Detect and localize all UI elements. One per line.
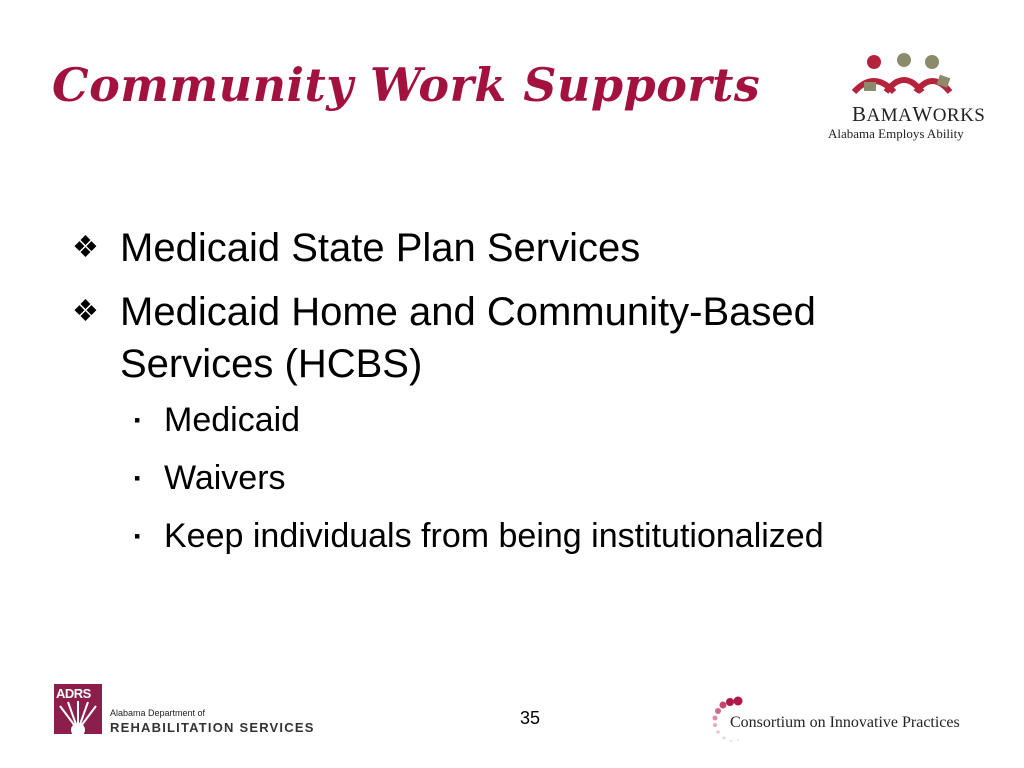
page-number: 35 <box>520 708 541 728</box>
sub-bullet-text: Waivers <box>164 459 286 497</box>
adrs-emblem: ADRS <box>54 684 102 734</box>
sub-bullet-item <box>134 458 972 498</box>
sunburst-icon <box>54 684 102 734</box>
adrs-agency: REHABILITATION SERVICES <box>110 720 315 735</box>
bamaworks-figures-icon <box>846 52 976 102</box>
consortium-name: Consortium on Innovative Practices <box>730 714 960 731</box>
sub-bullet-item <box>134 400 972 440</box>
bamaworks-logo <box>826 52 986 148</box>
diamond-bullet-icon: ❖ <box>72 231 99 264</box>
adrs-department: Alabama Department of <box>110 708 206 718</box>
square-bullet-icon: ▪ <box>134 410 141 430</box>
bullet-text: Medicaid Home and Community-Based Services (HCBS) <box>120 290 816 386</box>
slide-content <box>72 222 972 574</box>
sub-bullet-item <box>134 516 972 556</box>
bullet-item <box>72 286 972 390</box>
square-bullet-icon: ▪ <box>134 468 141 488</box>
bamaworks-tagline: Alabama Employs Ability <box>828 126 964 141</box>
sub-bullet-text: Medicaid <box>164 401 301 439</box>
consortium-logo <box>710 696 980 746</box>
diamond-bullet-icon: ❖ <box>72 295 99 328</box>
bullet-item <box>72 222 972 274</box>
sub-bullet-text: Keep individuals from being institutionalized <box>164 517 824 555</box>
sub-bullet-list <box>134 400 972 556</box>
slide-title: Community Work Supports <box>52 58 761 112</box>
square-bullet-icon: ▪ <box>134 526 141 546</box>
bullet-text: Medicaid State Plan Services <box>120 226 641 270</box>
bamaworks-name: BAMAWORKS <box>852 102 986 126</box>
adrs-logo <box>54 684 315 738</box>
